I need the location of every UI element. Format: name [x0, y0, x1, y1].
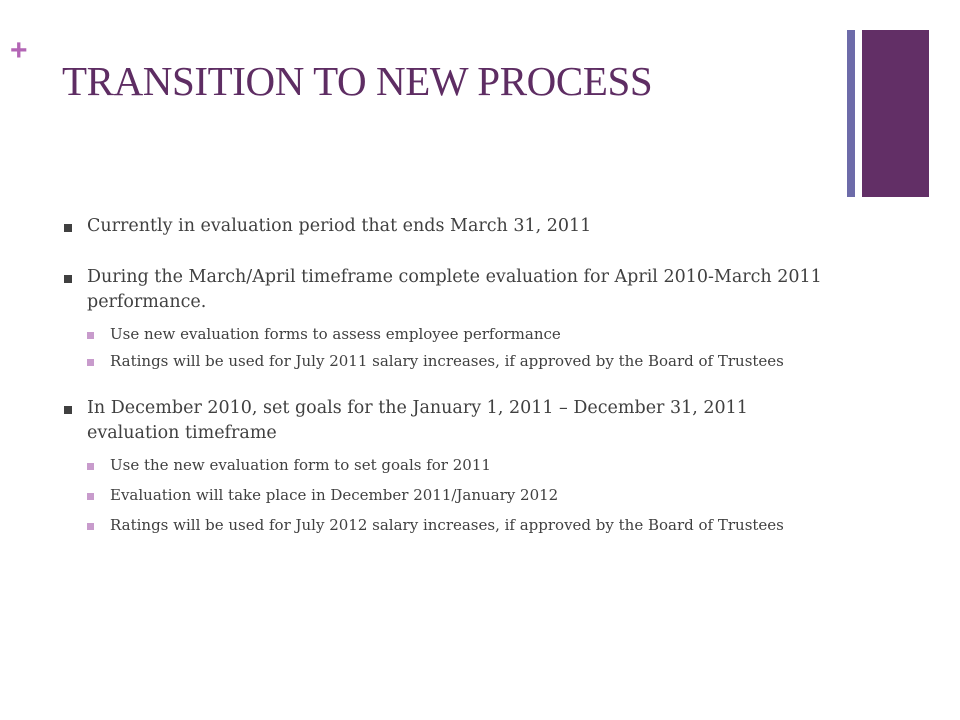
sub-bullet-item: Ratings will be used for July 2011 salary increases, if approved by the Board of Trustees [87, 351, 834, 372]
bullet-item: During the March/April timeframe complete evaluation for April 2010-March 2011 performance. [64, 265, 834, 315]
plus-icon: + [10, 34, 28, 67]
sub-bullet-item: Evaluation will take place in December 2011/January 2012 [87, 485, 834, 506]
bullet-list [64, 210, 834, 536]
sub-bullet-item: Use new evaluation forms to assess employee performance [87, 324, 834, 345]
bullet-item: In December 2010, set goals for the January 1, 2011 – December 31, 2011 evaluation timeframe [64, 396, 834, 446]
slide-title: TRANSITION TO NEW PROCESS [62, 58, 653, 104]
sub-bullet-item: Use the new evaluation form to set goals for 2011 [87, 455, 834, 476]
bullet-item: Currently in evaluation period that ends March 31, 2011 [64, 214, 834, 239]
accent-bar-thin [847, 30, 855, 197]
accent-bar-thick [862, 30, 929, 197]
sub-bullet-item: Ratings will be used for July 2012 salary increases, if approved by the Board of Trustees [87, 515, 834, 536]
